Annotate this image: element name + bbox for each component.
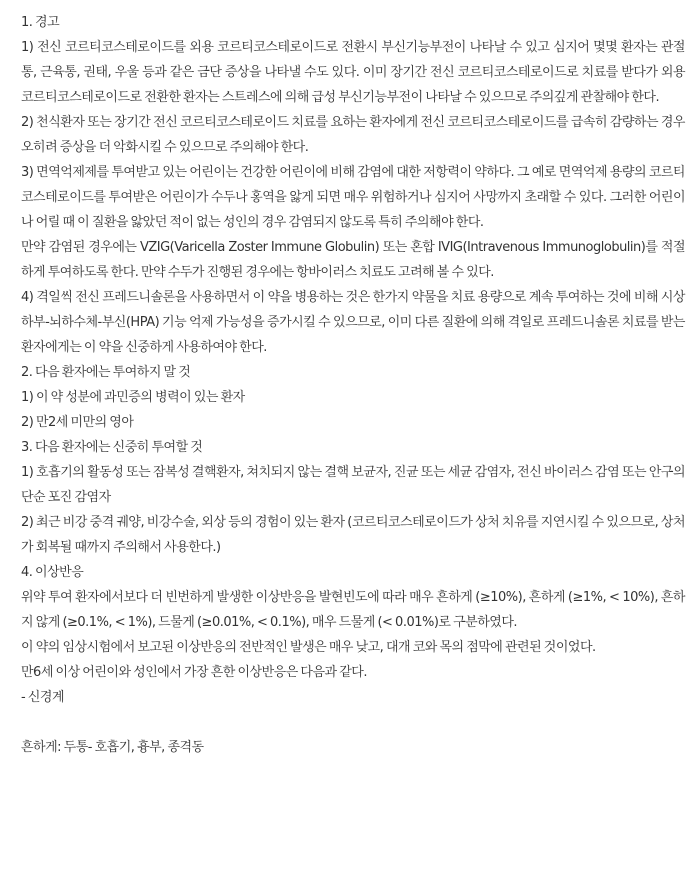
warning-item-3: 3) 면역억제제를 투여받고 있는 어린이는 건강한 어린이에 비해 감염에 대한 저항력이 약하다. 그 예로 면역억제 용량의 코르티코스테로이드를 투여받은 어린이가 수두나 홍역을 앓게 되면 매우 위험하거나 심지어 사망까지 초래할 수 있다. 그러한 어린이나 어릴 때 이 질환을 앓았던 적이 없는 성인의 경우 감염되지 않도록 특히 주의해야 한다. [21,165,685,230]
section-heading-contraindications: 2. 다음 환자에는 투여하지 말 것 [21,365,191,380]
adverse-common-intro: 만6세 이상 어린이와 성인에서 가장 흔한 이상반응은 다음과 같다. [21,665,367,680]
adverse-common-entry: 흔하게: 두통- 호흡기, 흉부, 종격동 [21,740,204,755]
warning-item-2: 2) 천식환자 또는 장기간 전신 코르티코스테로이드 치료를 요하는 환자에게 전신 코르티코스테로이드를 급속히 감량하는 경우 오히려 증상을 더 악화시킬 수 있으므로 주의해야 한다. [21,115,685,155]
section-heading-warning: 1. 경고 [21,15,60,30]
precaution-item-2: 2) 최근 비강 중격 궤양, 비강수술, 외상 등의 경험이 있는 환자 (코르티코스테로이드가 상처 치유를 지연시킬 수 있으므로, 상처가 회복될 때까지 주의해서 사용한다.) [21,515,685,555]
adverse-category-nervous-system: - 신경계 [21,690,64,705]
adverse-frequency-definition: 위약 투여 환자에서보다 더 빈번하게 발생한 이상반응을 발현빈도에 따라 매우 흔하게 (≥10%), 흔하게 (≥1%, < 10%), 흔하지 않게 (≥0.1%, < 1%), 드물게 (≥0.01%, < 0.1%), 매우 드물게 (< 0.01%)로 구분하였다. [21,590,685,630]
warning-item-3-continued: 만약 감염된 경우에는 VZIG(Varicella Zoster Immune Globulin) 또는 혼합 IVIG(Intravenous Immunoglobulin)를 적절하게 투여하도록 한다. 만약 수두가 진행된 경우에는 항바이러스 치료도 고려해 볼 수 있다. [21,240,685,280]
contraindication-item-2: 2) 만2세 미만의 영아 [21,415,134,430]
contraindication-item-1: 1) 이 약 성분에 과민증의 병력이 있는 환자 [21,390,245,405]
warning-item-4: 4) 격일씩 전신 프레드니솔론을 사용하면서 이 약을 병용하는 것은 한가지 약물을 치료 용량으로 계속 투여하는 것에 비해 시상하부-뇌하수체-부신(HPA) 기능 억제 가능성을 증가시킬 수 있으므로, 이미 다른 질환에 의해 격일로 프레드니솔론 치료를 받는 환자에게는 이 약을 신중하게 사용하여야 한다. [21,290,685,355]
adverse-overall-incidence: 이 약의 임상시험에서 보고된 이상반응의 전반적인 발생은 매우 낮고, 대개 코와 목의 점막에 관련된 것이었다. [21,640,596,655]
warning-item-1: 1) 전신 코르티코스테로이드를 외용 코르티코스테로이드로 전환시 부신기능부전이 나타날 수 있고 심지어 몇몇 환자는 관절통, 근육통, 권태, 우울 등과 같은 금단 증상을 나타낼 수도 있다. 이미 장기간 전신 코르티코스테로이드로 치료를 받다가 외용 코르티코스테로이드로 전환한 환자는 스트레스에 의해 급성 부신기능부전이 나타날 수 있으므로 주의깊게 관찰해야 한다. [21,40,685,105]
section-heading-precautions: 3. 다음 환자에는 신중히 투여할 것 [21,440,203,455]
precaution-item-1: 1) 호흡기의 활동성 또는 잠복성 결핵환자, 쳐치되지 않는 결핵 보균자, 진균 또는 세균 감염자, 전신 바이러스 감염 또는 안구의 단순 포진 감염자 [21,465,685,505]
blank-line [21,710,685,735]
section-heading-adverse-reactions: 4. 이상반응 [21,565,84,580]
